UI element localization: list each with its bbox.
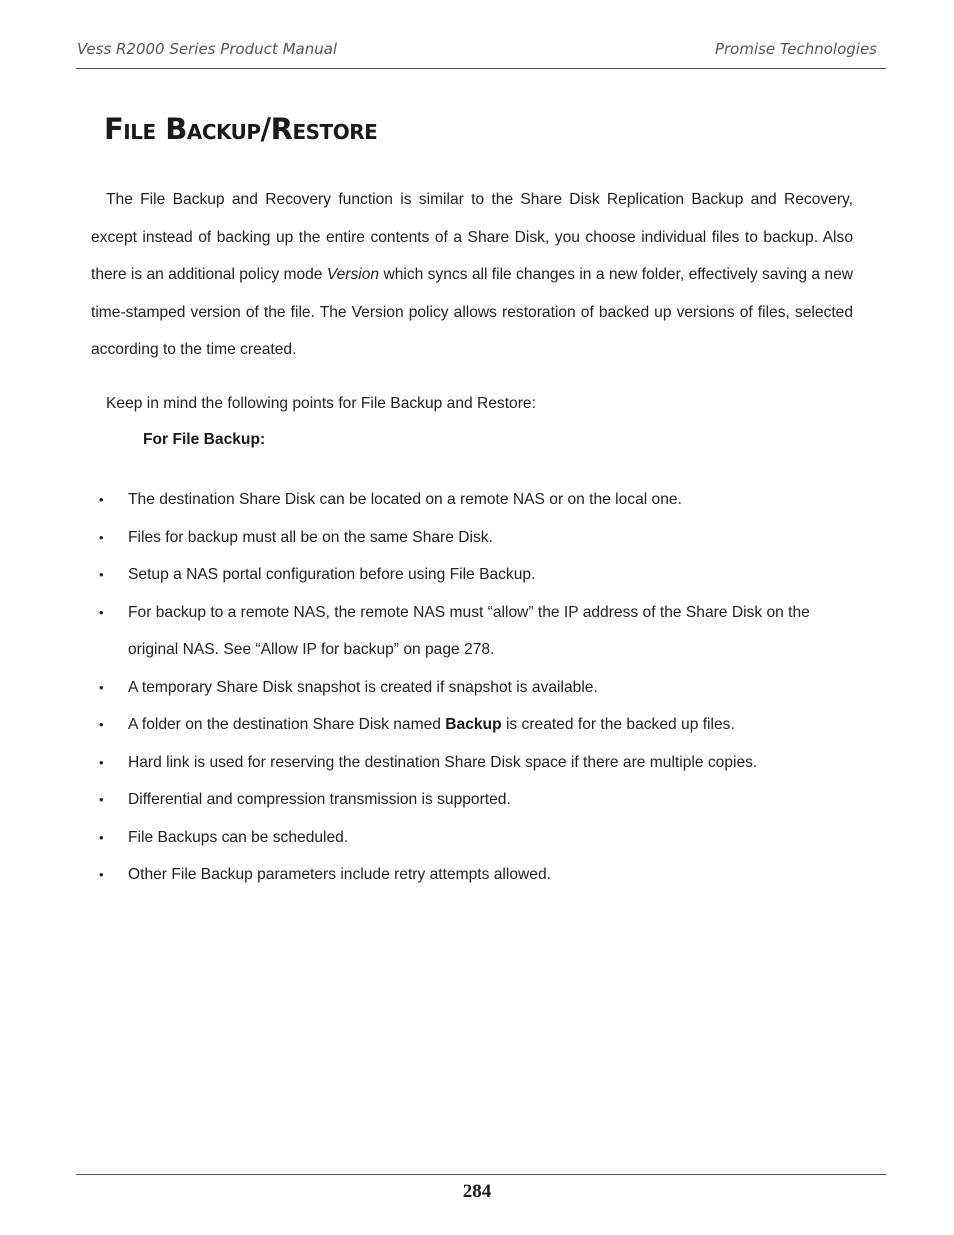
list-item	[0, 706, 954, 744]
bullet-icon: •	[99, 604, 104, 620]
file-backup-subheading: For File Backup:	[143, 431, 266, 448]
list-item-text: For backup to a remote NAS, the remote NAS must “allow” the IP address of the Share Disk on the original NAS. See “Allow IP for backup” on page 278.	[128, 603, 810, 658]
running-header	[77, 40, 877, 62]
backup-folder-name: Backup	[445, 716, 502, 733]
list-item-text: Differential and compression transmission is supported.	[128, 791, 511, 808]
list-item	[0, 556, 954, 594]
list-item	[0, 519, 954, 557]
page-number: 284	[462, 1181, 492, 1202]
page-title: File Backup/Restore	[104, 112, 378, 146]
bullet-icon: •	[99, 567, 104, 582]
list-item	[0, 669, 954, 707]
list-item-text: File Backups can be scheduled.	[128, 828, 349, 846]
list-item-text: Other File Backup parameters include retry attempts allowed.	[128, 866, 551, 883]
list-item-text-start: A folder on the destination Share Disk named	[128, 716, 446, 733]
list-item-text	[128, 706, 818, 744]
bullet-icon: •	[99, 829, 104, 845]
list-item-text: The destination Share Disk can be located on a remote NAS or on the local one.	[128, 491, 682, 508]
list-item	[0, 744, 954, 782]
manual-title: Vess R2000 Series Product Manual	[77, 40, 338, 58]
lead-sentence: Keep in mind the following points for File Backup and Restore:	[106, 395, 536, 412]
footer-divider	[76, 1174, 886, 1175]
list-item	[0, 594, 954, 669]
bullet-icon: •	[99, 792, 104, 807]
bullet-icon: •	[99, 754, 104, 770]
list-item	[0, 856, 954, 894]
file-backup-points	[0, 481, 954, 894]
list-item	[0, 481, 954, 519]
list-item-text: Hard link is used for reserving the destination Share Disk space if there are multiple copies.	[128, 753, 758, 771]
list-item	[0, 819, 954, 857]
list-item-text: A temporary Share Disk snapshot is created if snapshot is available.	[128, 678, 598, 696]
bullet-icon: •	[99, 529, 104, 545]
bullet-icon: •	[99, 492, 104, 507]
company-name: Promise Technologies	[714, 40, 877, 58]
list-item-text-end: is created for the backed up files.	[501, 716, 735, 733]
intro-text-start: The File Backup and Recovery function is similar to the Share Disk Replication Backup and Recovery, except instead of backing up the entire contents of a Share Disk, you choose individual files to backup. Also there is an additional policy mode	[91, 191, 853, 283]
header-divider	[76, 68, 886, 69]
intro-emphasis: Version	[326, 266, 380, 283]
bullet-icon: •	[99, 867, 104, 882]
list-item-text: Setup a NAS portal configuration before using File Backup.	[128, 566, 536, 583]
intro-text-end: which syncs all file changes in a new folder, effectively saving a new time-stamped version of the file. The Version policy allows restoration of backed up versions of files, selected according to the time created.	[91, 266, 854, 358]
intro-paragraph	[91, 181, 853, 369]
list-item	[0, 781, 954, 819]
list-item-text: Files for backup must all be on the same Share Disk.	[128, 528, 493, 546]
bullet-icon: •	[99, 679, 104, 695]
bullet-icon: •	[99, 717, 104, 732]
